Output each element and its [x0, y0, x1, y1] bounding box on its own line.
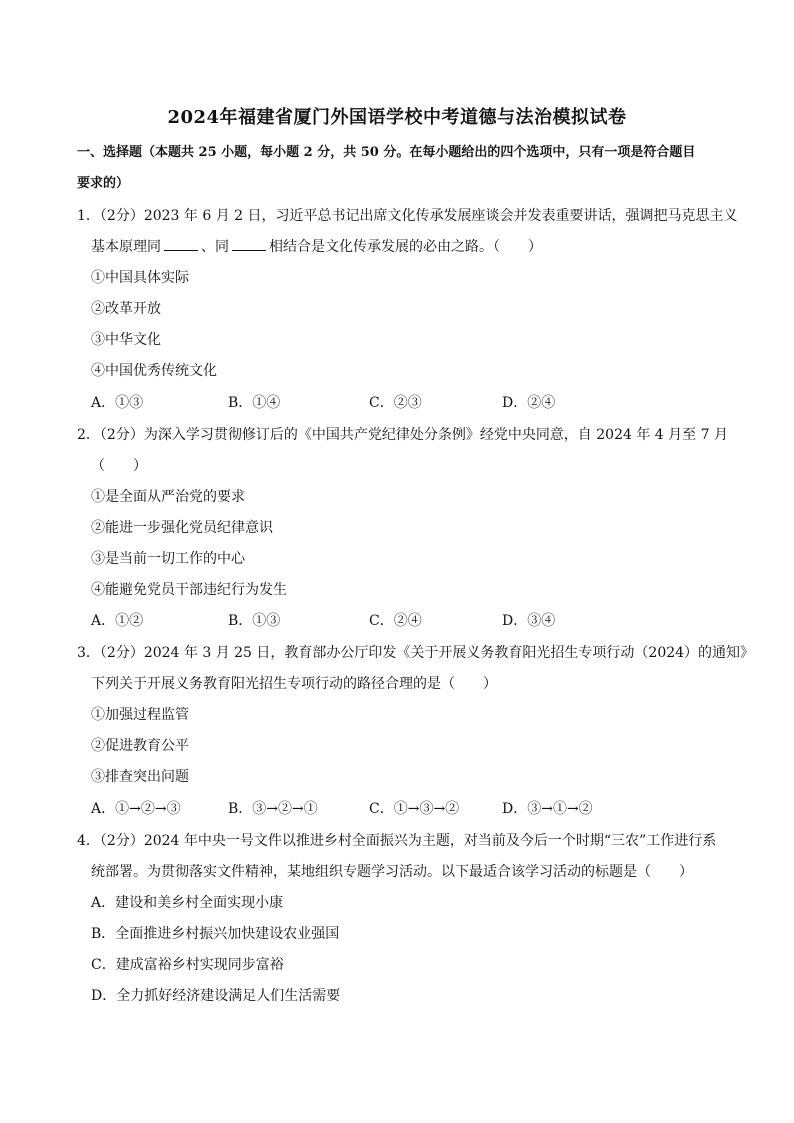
q1-option-d: D．②④: [502, 395, 556, 411]
q4-option-c: C．建成富裕乡村实现同步富裕: [91, 957, 284, 973]
q2-item-4: ④能避免党员干部违纪行为发生: [91, 582, 287, 598]
section-heading-line-2: 要求的）: [77, 176, 130, 191]
q2-option-a: A．①②: [91, 613, 144, 629]
q2-item-2: ②能进一步强化党员纪律意识: [91, 520, 273, 536]
exam-title: 2024年福建省厦门外国语学校中考道德与法治模拟试卷: [167, 107, 627, 128]
q2-option-c: C．②④: [369, 613, 422, 629]
q1-stem-line-2: [91, 236, 542, 256]
q3-option-a: A．①→②→③: [91, 801, 181, 817]
q3-stem-line-2: 下列关于开展义务教育阳光招生专项行动的路径合理的是（ ）: [91, 676, 497, 692]
q1-options: [91, 392, 555, 412]
q4-stem-line-2: 统部署。为贯彻落实文件精神，某地组织专题学习活动。以下最适合该学习活动的标题是（ ）: [91, 864, 693, 880]
q3-stem-line-1: 3．（2分）2024 年 3 月 25 日，教育部办公厅印发《关于开展义务教育阳光招生专项行动（2024）的通知》: [77, 645, 755, 661]
q3-option-d: D．③→①→②: [502, 801, 593, 817]
q1-item-2: ②改革开放: [91, 301, 161, 317]
section-heading: [77, 137, 727, 199]
q2-options: [91, 610, 555, 630]
q3-option-c: C．①→③→②: [369, 801, 460, 817]
q4-stem-line-1: 4．（2分）2024 年中央一号文件以推进乡村全面振兴为主题，对当前及今后一个时期“三农”工作进行系: [77, 833, 717, 849]
q3-option-b: B．③→②→①: [228, 801, 318, 817]
q1-option-b: B．①④: [228, 395, 281, 411]
q3-item-2: ②促进教育公平: [91, 738, 189, 754]
q1-option-c: C．②③: [369, 395, 422, 411]
q2-item-1: ①是全面从严治党的要求: [91, 489, 245, 505]
q2-option-d: D．③④: [502, 613, 556, 629]
q1-item-4: ④中国优秀传统文化: [91, 363, 217, 379]
q1-option-a: A．①③: [91, 395, 144, 411]
q2-option-b: B．①③: [228, 613, 281, 629]
q1-stem-line-1: 1．（2分）2023 年 6 月 2 日，习近平总书记出席文化传承发展座谈会并发表重要讲话，强调把马克思主义: [77, 208, 738, 224]
q1-stem-part-c: 相结合是文化传承发展的必由之路。（ ）: [269, 239, 542, 255]
q1-blank-2: [232, 238, 266, 251]
section-heading-line-1: 一、选择题（本题共 25 小题，每小题 2 分，共 50 分。在每小题给出的四个选项中，只有一项是符合题目: [77, 145, 696, 160]
q2-item-3: ③是当前一切工作的中心: [91, 551, 245, 567]
q3-options: [91, 798, 593, 818]
q4-option-a: A．建设和美乡村全面实现小康: [91, 895, 284, 911]
q1-item-3: ③中华文化: [91, 332, 161, 348]
q1-stem-part-b: 、同: [201, 239, 229, 255]
q2-stem-line-1: 2．（2分）为深入学习贯彻修订后的《中国共产党纪律处分条例》经党中央同意，自 2024 年 4 月至 7 月: [77, 427, 728, 443]
q3-item-1: ①加强过程监管: [91, 707, 189, 723]
q4-option-d: D．全力抓好经济建设满足人们生活需要: [91, 988, 341, 1004]
q4-option-b: B．全面推进乡村振兴加快建设农业强国: [91, 926, 340, 942]
q2-stem-line-2: （ ）: [91, 458, 147, 474]
q1-blank-1: [164, 238, 198, 251]
q3-item-3: ③排查突出问题: [91, 769, 189, 785]
q1-stem-part-a: 基本原理同: [91, 239, 161, 255]
q1-item-1: ①中国具体实际: [91, 270, 189, 286]
